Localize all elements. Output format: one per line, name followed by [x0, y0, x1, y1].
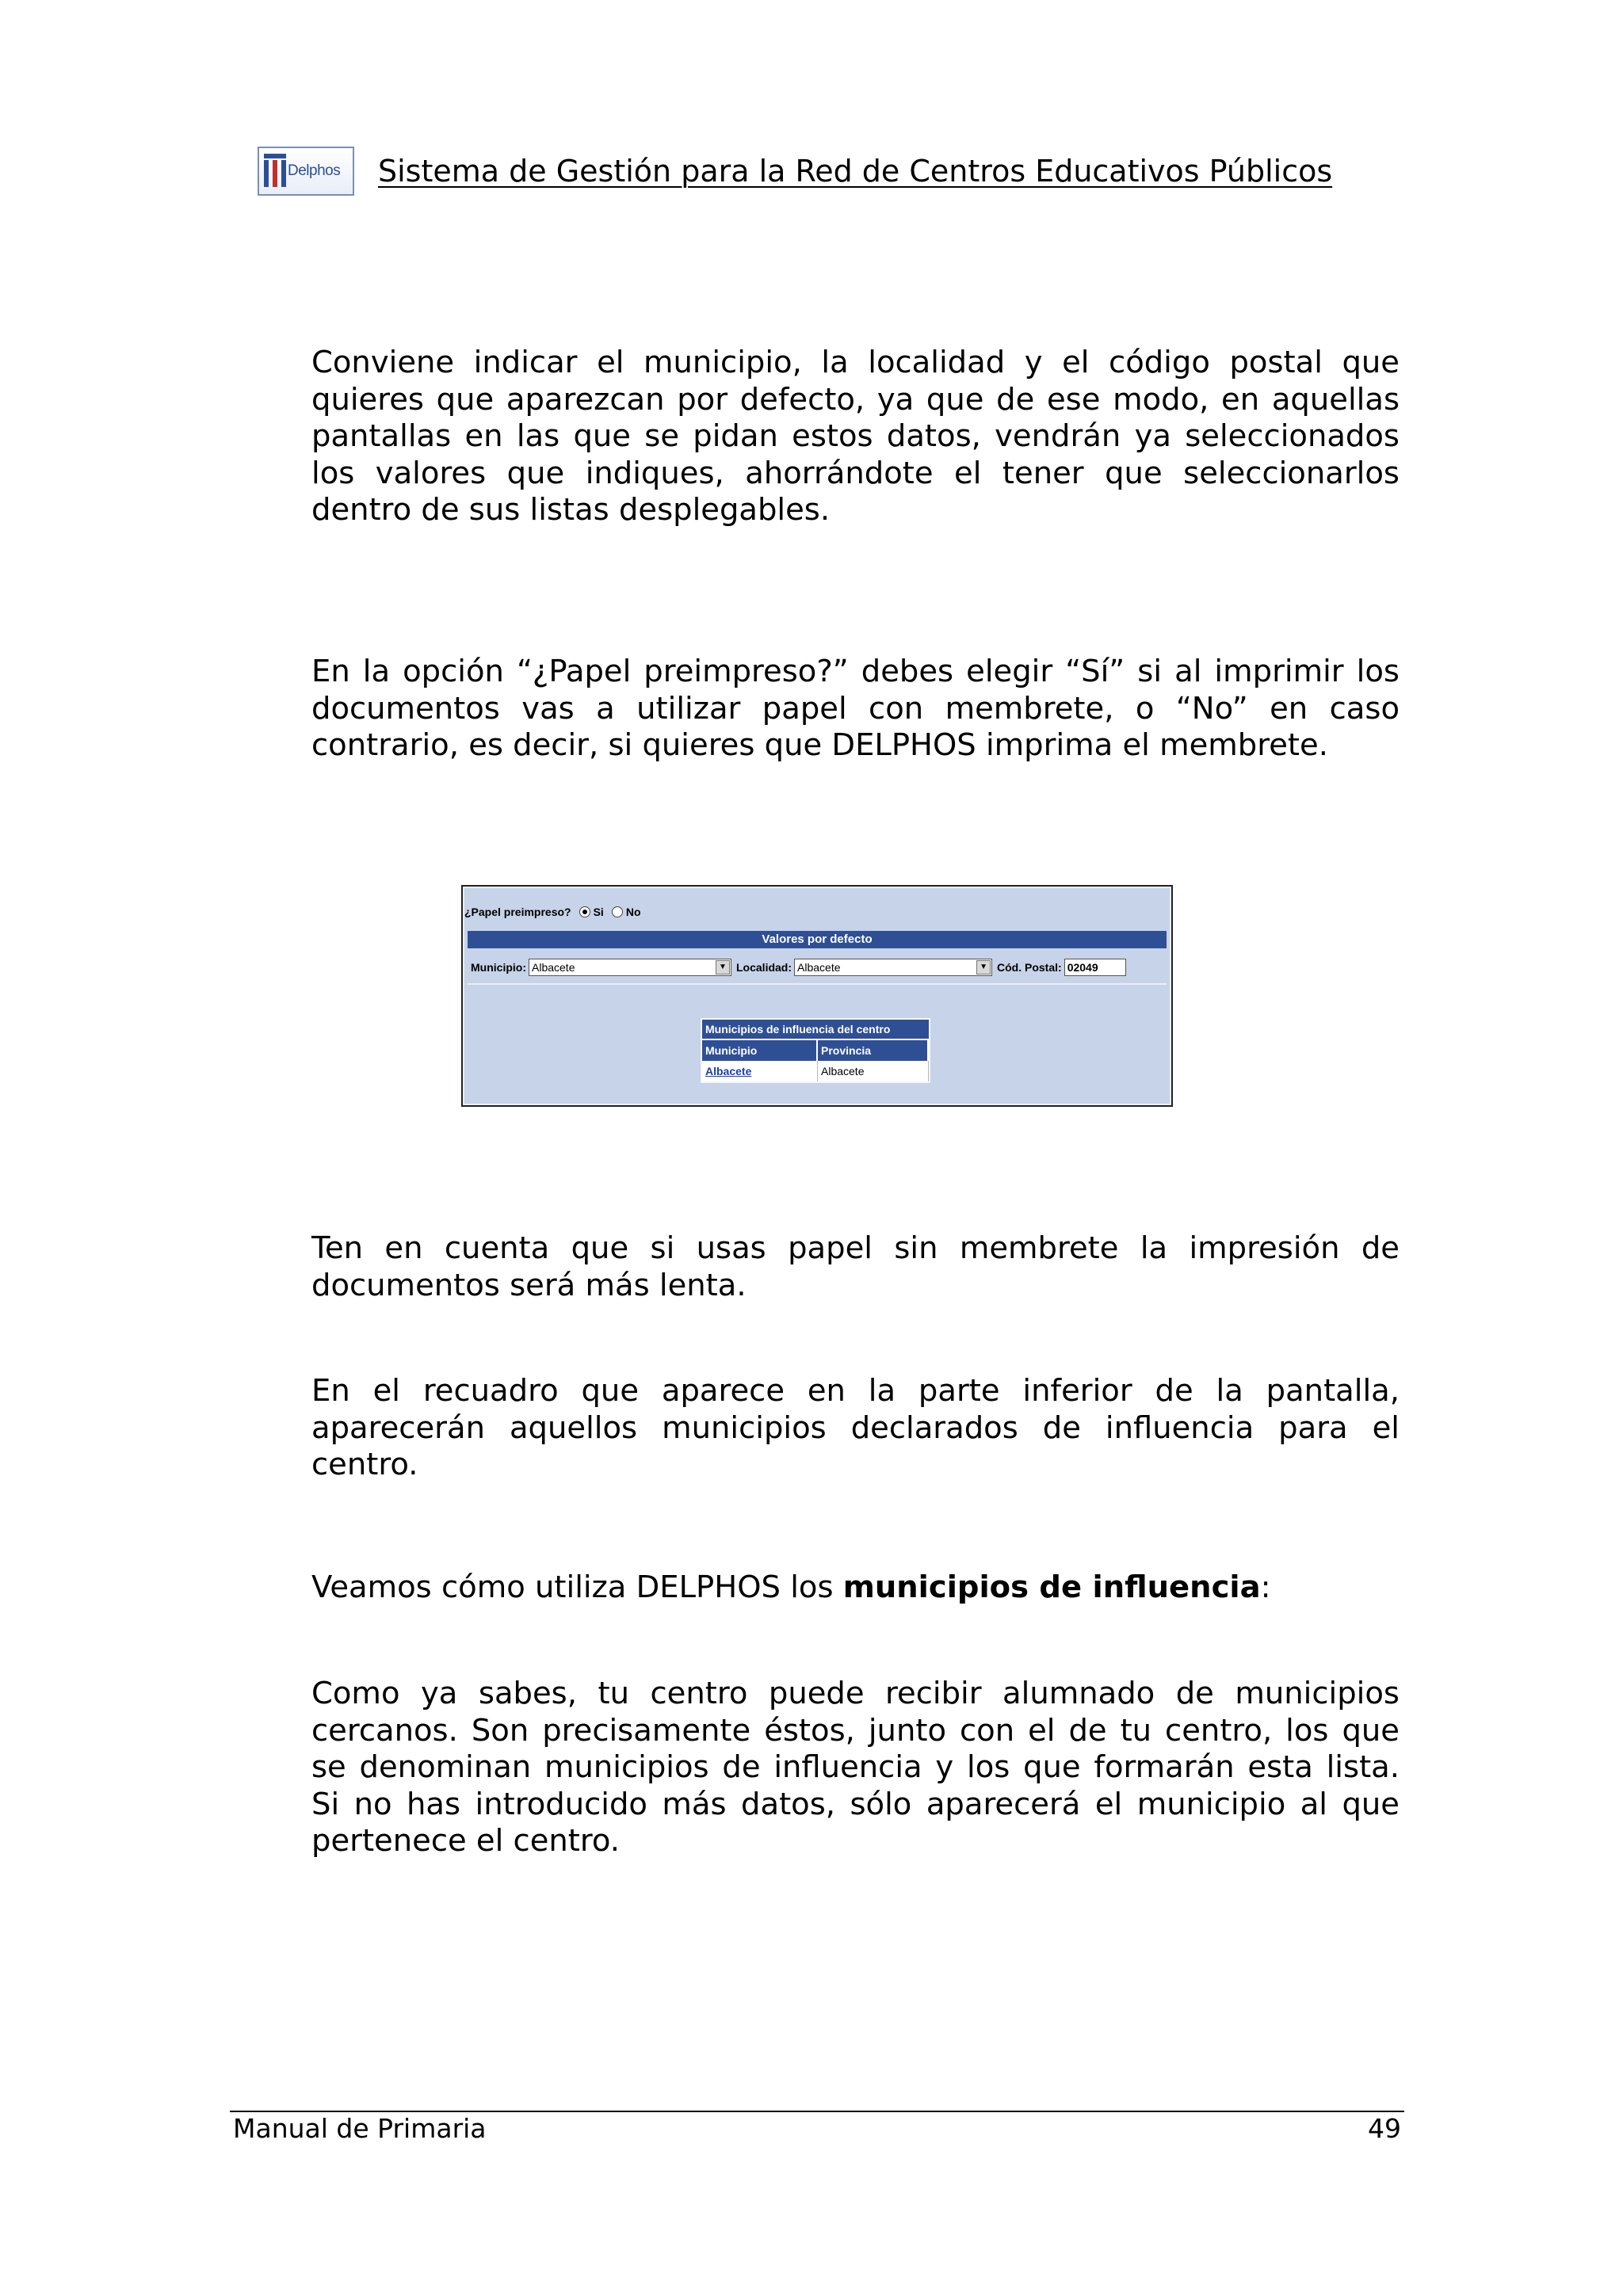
veamos-colon: :: [1260, 1569, 1271, 1605]
paragraph-sin-membrete: Ten en cuenta que si usas papel sin membrete la impresión de documentos será más lenta.: [311, 1230, 1400, 1303]
papel-preimpreso-row: [464, 906, 641, 918]
column-header-municipio: Municipio: [702, 1040, 818, 1061]
column-header-provincia: Provincia: [818, 1040, 929, 1061]
cp-input[interactable]: 02049: [1064, 959, 1126, 976]
footer-manual-title: Manual de Primaria: [233, 2113, 487, 2144]
footer-divider: [230, 2111, 1404, 2112]
chevron-down-icon[interactable]: ▼: [976, 960, 991, 974]
municipio-select[interactable]: [529, 959, 731, 976]
cp-label: Cód. Postal:: [997, 961, 1062, 974]
page-number: 49: [1368, 2113, 1401, 2144]
table-row: [702, 1061, 929, 1081]
municipios-influencia-table: [701, 1018, 930, 1083]
page-header: [258, 145, 1332, 197]
delphos-screenshot: [461, 885, 1173, 1107]
header-title: Sistema de Gestión para la Red de Centros Educativos Públicos: [378, 154, 1333, 189]
table-header: [702, 1040, 929, 1061]
radio-no-label: No: [625, 906, 641, 918]
paragraph-papel-preimpreso: En la opción “¿Papel preimpreso?” debes elegir “Sí” si al imprimir los documentos vas a utilizar papel con membrete, o “No” en caso contrario, es decir, si quieres que DELPHOS imprima el membrete.: [311, 654, 1400, 763]
logo-text: Delphos: [288, 162, 341, 179]
localidad-select[interactable]: [794, 959, 992, 976]
radio-si[interactable]: [579, 906, 590, 917]
radio-no[interactable]: [612, 906, 623, 917]
paragraph-default-values: Conviene indicar el municipio, la localidad y el código postal que quieres que aparezcan por defecto, ya que de ese modo, en aquellas pantallas en las que se pidan estos datos, vendrán ya seleccionados los valores que indiques, ahorrándote el tener que seleccionarlos dentro de sus listas desplegables.: [311, 345, 1400, 528]
municipios-influencia-bold: municipios de influencia: [842, 1569, 1261, 1605]
table-cell-provincia: Albacete: [818, 1061, 929, 1081]
paragraph-recuadro: En el recuadro que aparece en la parte inferior de la pantalla, aparecerán aquellos municipios declarados de influencia para el centro.: [311, 1373, 1400, 1482]
municipio-link[interactable]: Albacete: [705, 1065, 752, 1077]
municipio-value: Albacete: [532, 961, 575, 974]
columns-icon: [264, 154, 286, 189]
localidad-label: Localidad:: [736, 961, 792, 974]
delphos-logo: [258, 147, 354, 196]
table-cell-municipio: [702, 1061, 818, 1081]
localidad-value: Albacete: [797, 961, 841, 974]
paragraph-como-ya-sabes: Como ya sabes, tu centro puede recibir alumnado de municipios cercanos. Son precisamente éstos, junto con el de tu centro, los que se denominan municipios de influencia y los que formarán esta lista. Si no has introducido más datos, sólo aparecerá el municipio al que pertenece el centro.: [311, 1676, 1400, 1859]
papel-preimpreso-label: ¿Papel preimpreso?: [464, 906, 571, 918]
valores-por-defecto-bar: Valores por defecto: [468, 931, 1167, 948]
chevron-down-icon[interactable]: ▼: [716, 960, 730, 974]
radio-si-label: Si: [593, 906, 604, 918]
veamos-text: Veamos cómo utiliza DELPHOS los: [311, 1569, 843, 1605]
table-caption: Municipios de influencia del centro: [702, 1020, 929, 1040]
municipio-label: Municipio:: [471, 961, 526, 974]
default-values-row: [468, 952, 1167, 985]
paragraph-veamos: [311, 1569, 1400, 1607]
